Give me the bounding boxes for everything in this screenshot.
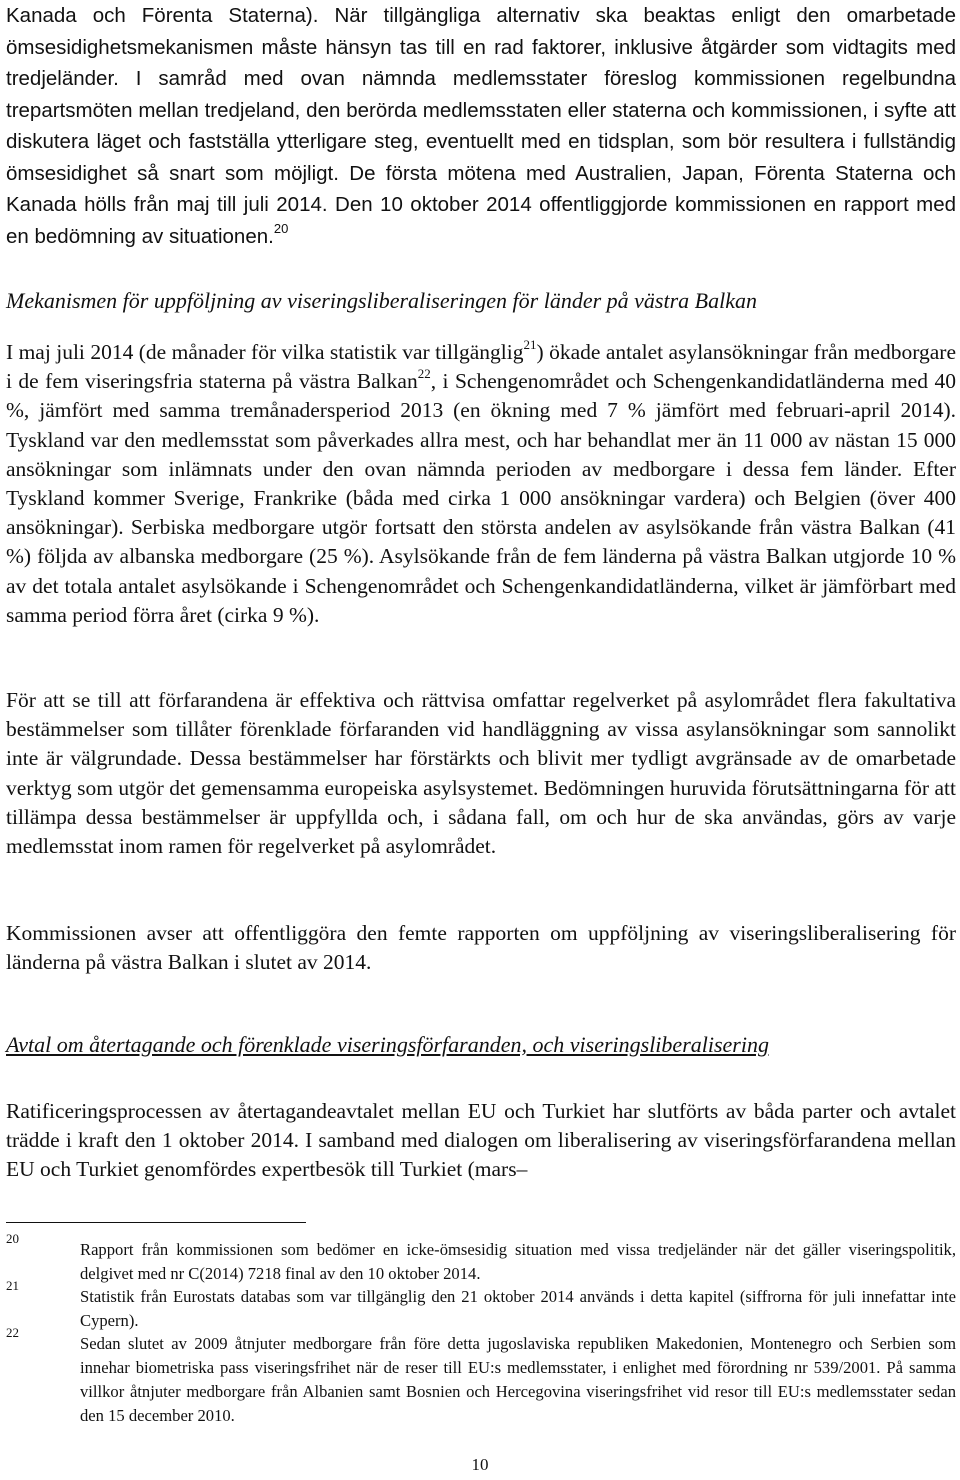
paragraph-text: I maj juli 2014 (de månader för vilka statistik var tillgänglig <box>6 340 524 364</box>
footnote-ref-22[interactable]: 22 <box>417 366 431 382</box>
footnote-number: 21 <box>6 1278 19 1293</box>
section-heading-readmission: Avtal om återtagande och förenklade viseringsförfaranden, och viseringsliberalisering <box>6 1032 769 1057</box>
paragraph-fifth-report: Kommissionen avser att offentliggöra den femte rapporten om uppföljning av viseringsliberalisering för länderna på västra Balkan i slutet av 2014. <box>6 921 956 975</box>
footnote-ref-20[interactable]: 20 <box>273 220 289 236</box>
paragraph-text: ) ökade antalet asylansökningar från medborgare i de fem viseringsfria staterna på västra Balkan <box>6 340 956 394</box>
paragraph-reciprocity <box>6 0 956 252</box>
footnote-text: Rapport från kommissionen som bedömer en icke-ömsesidig situation med vissa tredjeländer när det gäller viseringspolitik, delgivet med nr C(2014) 7218 final av den 10 oktober 2014. <box>80 1240 956 1284</box>
footnote-number: 22 <box>6 1325 19 1340</box>
page-number: 10 <box>471 1455 489 1474</box>
footnote-number: 20 <box>6 1231 19 1246</box>
paragraph-readmission-turkey: Ratificeringsprocessen av återtagandeavtalet mellan EU och Turkiet har slutförts av båda parter och avtalet trädde i kraft den 1 oktober 2014. I samband med dialogen om liberalisering av viseringsförfarandena mellan EU och Turkiet genomfördes expertbesök till Turkiet (mars– <box>6 1099 956 1182</box>
footnote-text: Statistik från Eurostats databas som var tillgänglig den 21 oktober 2014 används i detta kapitel (siffrorna för juli innefattar inte Cypern). <box>80 1287 956 1331</box>
paragraph-text: Kanada och Förenta Staterna). När tillgängliga alternativ ska beaktas enligt den omarbetade ömsesidighetsmekanismen måste hänsyn tas till en rad faktorer, inklusive åtgärder som vidtagits med tredjeländer. I samråd med ovan nämnda medlemsstater föreslog kommissionen regelbundna trepartsmöten mellan tredjeland, den berörda medlemsstaten eller staterna och kommissionen, i syfte att diskutera läget och fastställa ytterligare steg, eventuellt med en tidsplan, som bör resultera i fullständig ömsesidighet så snart som möjligt. De första mötena med Australien, Japan, Förenta Staterna och Kanada hölls från maj till juli 2014. Den 10 oktober 2014 offentliggjorde kommissionen en rapport med en bedömning av situationen. <box>6 4 956 248</box>
paragraph-asylum-statistics <box>6 338 956 630</box>
footnote-text: Sedan slutet av 2009 åtnjuter medborgare från före detta jugoslaviska republiken Makedonien, Montenegro och Serbien som innehar biometriska pass viseringsfrihet när de reser till EU:s medlemsstater, i enlighet med förordning nr 539/2001. På samma villkor åtnjuter medborgare från Albanien samt Bosnien och Hercegovina viseringsfrihet vid resor till EU:s medlemsstater sedan den 15 december 2010. <box>80 1334 956 1426</box>
paragraph-text: , i Schengenområdet och Schengenkandidatländerna med 40 %, jämfört med samma tremånadersperiod 2013 (en ökning med 7 % jämfört med februari-april 2014). Tyskland var den medlemsstat som påverkades allra mest, och har behandlat mer än 11 000 av nästan 15 000 ansökningar som inlämnats under den ovan nämnda perioden av medborgare i dessa fem länder. Efter Tyskland kommer Sverige, Frankrike (båda med cirka 1 000 ansökningar vardera) och Belgien (över 400 ansökningar). Serbiska medborgare utgör fortsatt den största andelen av asylsökande från västra Balkan (41 %) följda av albanska medborgare (25 %). Asylsökande från de fem länderna på västra Balkan utgjorde 10 % av det totala antalet asylsökande i Schengenområdet och Schengenkandidatländerna, vilket är jämförbart med samma period förra året (cirka 9 %). <box>6 369 956 627</box>
paragraph-asylum-procedures: För att se till att förfarandena är effektiva och rättvisa omfattar regelverket på asylområdet flera fakultativa bestämmelser som tillåter förenklade förfaranden vid handläggning av vissa asylansökningar som sannolikt inte är välgrundade. Dessa bestämmelser har förstärkts och blivit mer tydligt avgränsade av de omarbetade verktyg som utgör det gemensamma europeiska asylsystemet. Bedömningen huruvida förutsättningarna för att tillämpa dessa bestämmelser är uppfyllda och, i sådana fall, om och hur de ska användas, görs av varje medlemsstat inom ramen för regelverket på asylområdet. <box>6 688 956 859</box>
section-heading-balkan-mechanism: Mekanismen för uppföljning av viseringsliberaliseringen för länder på västra Balkan <box>6 288 757 313</box>
footnote-ref-21[interactable]: 21 <box>523 336 537 352</box>
footnote-separator <box>6 1222 306 1223</box>
